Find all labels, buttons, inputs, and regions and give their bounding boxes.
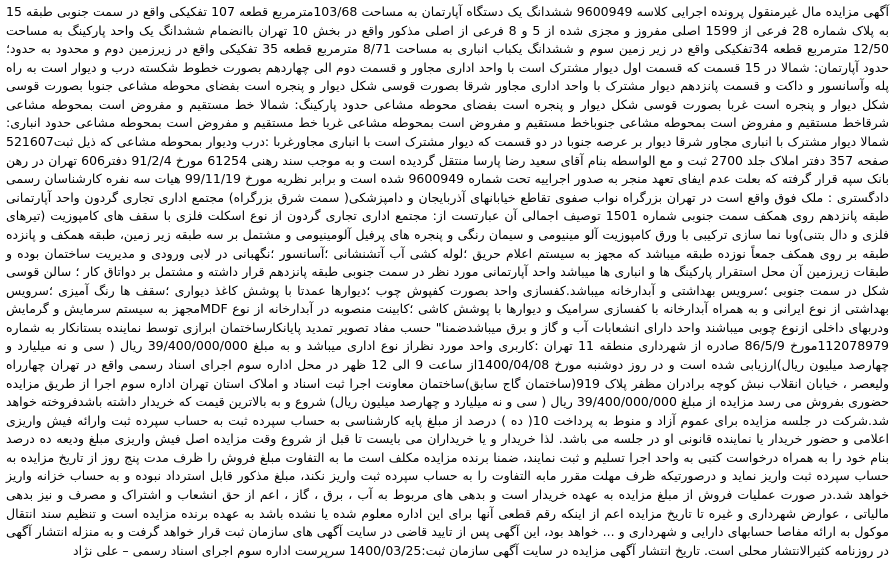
auction-notice-text: آگهی مزایده مال غیرمنقول پرونده اجرایی کلاسه 9600949 ششدانگ یک دستگاه آپارتمان به مساحت 103/68مترمربع قطعه 107 تفکیکی واقع در سمت جنوبی طبقه 15 به پلاک شماره 28 فرعی از 1599 اصلی مفروز و مجزی شده از 5 و 8 فرعی از اصلی مذکور واقع در بخش 10 تهران باانضمام ششدانگ یک واحد پارکینگ به مساحت 12/50 مترمربع قطعه 34تفکیکی واقع در زیر زمین سوم و ششدانگ یکباب انباری به مساحت 8/71 مترمربع قطعه 35 تفکیکی واقع در زیرزمین دوم و محدود به حدود؛ حدود آپارتمان: شمالا در 15 قسمت که قسمت اول دیوار مشترک است با واحد اداری مجاور و قسمت دوم الی چهاردهم بصورت خطوط شکسته درب و دیوار است به راه پله وآسانسور و داکت و قسمت پانزدهم دیوار مشترک با واحد اداری مجاور شرقا بصورت قوسی شکل دیوار و پنجره است بفضای محوطه مشاعی جنوبا بصورت قوسی شکل دیوار و پنجره است غربا بصورت قوسی شکل دیوار و پنجره است بفضای محوطه مشاعی حدود پارکینگ: شمالا خط مستقیم و مفروض است بمحوطه مشاعی شرقاخط مستقیم و مفروض است بمحوطه مشاعی جنوباخط مستقیم و مفروض است بمحوطه مشاعی غربا خط مستقیم و مفروض است بمحوطه مشاعی حدود انباری: شمالا دیوار مشترک با انباری مجاور شرقا دیوار بر عرصه جنوبا در دو قسمت که دیوار مشترک است با انباری مجاورغربا :درب ودیوار بمحوطه مشاعی که ذیل ثبت521607 صفحه 357 دفتر املاک جلد 2700 ثبت و مع الواسطه بنام آقای سعید رضا پارسا منتقل گردیده است و به موجب سند رهنی 61254 مورخ 91/2/4 دفتر606 تهران در رهن بانک سپه قرار گرفته که بعلت عدم ایفای تعهد منجر به صدور اجراییه تحت شماره 9600949 شده است و برابر نظریه مورخ 99/11/19 هیات سه نفره کارشناسان رسمی دادگستری : ملک فوق واقع است در تهران بزرگراه نواب صفوی تقاطع خیابانهای آذربایجان و دامپزشکی( سمت شرق بزرگراه) مجتمع اداری تجاری گردون واحد آپارتمانی طبقه پانزدهم روی همکف سمت جنوبی شماره 1501 توصیف اجمالی آن عبارتست از: مجتمع اداری تجاری گردون از نوع اسکلت فلزی با سقف های کامپوزیت (تیرهای فلزی و دال بتنی)وبا نما سازی ترکیبی با ورق کامپوزیت آلو مینیومی و سیمان رنگی و پنجره های پرفیل آلومینیومی و مشتمل بر سه طبقه زیر زمین، طبقه همکف و پانزده طبقه بر روی همکف جمعاً نوزده طبقه میباشد که مجهز به سیستم اعلام حریق ؛لوله کشی آب آتشنشانی ؛آسانسور ؛نگهبانی در لابی ورودی و مدیریت ساختمان بوده و طبقات زیرزمین آن محل استقرار پارکینگ ها و انباری ها میباشد واحد آپارتمانی مورد نظر در سمت جنوبی طبقه پانزدهم قرار داشته و مشتمل بر دواتاق کار ؛ سالن قوسی شکل در سمت جنوبی ؛سرویس بهداشتی و آبدارخانه میباشد.کفسازی واحد بصورت کفپوش چوب ؛دیوارها عمدتا با پوشش کاغذ دیواری ؛سقف ها رنگ آمیزی ؛سرویس بهداشتی از نوع ایرانی و به همراه آبدارخانه با کفسازی سرامیک و دیوارها با پوشش کاشی ؛کابینت منصوبه در آبدارخانه از نوع MDFمجهز به سیستم سرمایش و گرمایش ودربهای داخلی ازنوع چوبی میباشند واحد دارای انشعابات آب و گاز و برق میباشدضمنا" حسب مفاد تصویر تمدید پایانکارساختمان ابرازی توسط نماینده بستانکار به شماره 112078979مورخ 86/5/9 صادره از شهرداری منطقه 11 تهران :کاربری واحد مورد نظراز نوع اداری میباشد و به مبلغ 39/400/000/000 ریال ( سی و نه میلیارد و چهارصد میلیون ریال)ارزیابی شده است و در روز دوشنبه مورخ 1400/04/08از ساعت 9 الی 12 ظهر در محل اداره سوم اجرای اسناد رسمی واقع در تهران چهارراه ولیعصر ، خیابان انقلاب نبش کوچه برادران مظفر پلاک 919(ساختمان گاج سابق)ساختمان معاونت اجرا ثبت اسناد و املاک استان تهران اداره سوم اجرا از طریق مزایده حضوری بفروش می رسد مزایده از مبلغ 39/400/000/000 ریال ( سی و نه میلیارد و چهارصد میلیون ریال) شروع و به بالاترین قیمت که خریدار داشته باشدفروخته خواهد شد.شرکت در جلسه مزایده برای عموم آزاد و منوط به پرداخت 10( ده ) درصد از مبلغ پایه کارشناسی به حساب سپرده ثبت به حساب سپرده ثبت وارائه فیش واریزی اعلامی و حضور خریدار یا نماینده قانونی او در جلسه می باشد. لذا خریدار و یا خریداران می بایست تا قبل از شروع وقت مزایده اصل فیش واریزی مبلغ ودیعه ده درصد بنام خود را به همراه درخواست کتبی به واحد اجرا تسلیم و ثبت نمایند، ضمنا برنده مزایده مکلف است ما به التفاوت مبلغ فروش را ظرف مدت پنج روز از تاریخ مزایده به حساب سپرده ثبت واریز نماید و درصورتیکه ظرف مهلت مقرر مابه التفاوت را به حساب سپرده ثبت واریز نکند، مبلغ مذکور قابل استرداد نبوده و به حساب خزانه واریز خواهد شد.در صورت عملیات فروش از مبلغ مزایده به عهده خریدار است و بدهی های مربوط به آب ، برق ، گاز ، اعم از حق انشعاب و اشتراک و مصرف و نیز بدهی مالیاتی ، عوارض شهرداری و غیره تا تاریخ مزایده اعم از اینکه رقم قطعی آنها برای این اداره معلوم شده یا نشده باشد به عهده برنده مزایده است و تنظیم سند انتقال موکول به ارائه مفاصا حسابهای دارایی و شهرداری و ... خواهد بود، این آگهی پس از تایید قاضی در سایت آگهی های سازمان ثبت قرار خواهد گرفت و به منزله انتشار آگهی در روزنامه کثیرالانتشار محلی است. تاریخ انتشار آگهی مزایده در سایت آگهی سازمان ثبت:1400/03/25 سرپرست اداره سوم اجرای اسناد رسمی – علی نژاد [6,4,890,558]
